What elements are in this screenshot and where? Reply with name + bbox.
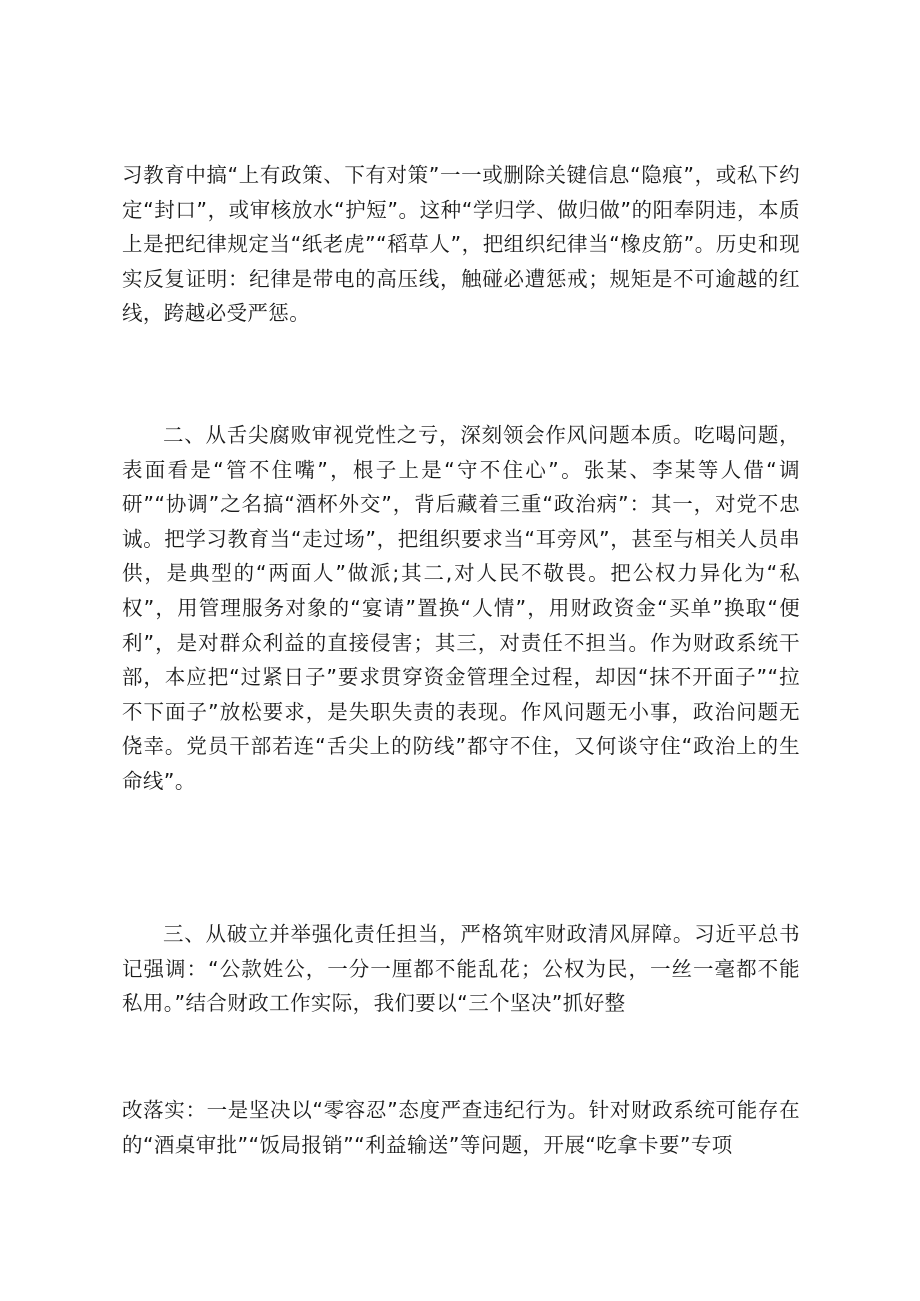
paragraph-section-two: 二、从舌尖腐败审视党性之亏，深刻领会作风问题本质。吃喝问题，表面看是“管不住嘴”，根子上是“守不住心”。张某、李某等人借“调研”“协调”之名搞“酒杯外交”，背后藏着三重“政治病”：其一，对党不忠诚。把学习教育当“走过场”，把组织要求当“耳旁风”，甚至与相关人员串供，是典型的“两面人”做派;其二,对人民不敬畏。把公权力异化为“私权”，用管理服务对象的“宴请”置换“人情”，用财政资金“买单”换取“便利”，是对群众利益的直接侵害；其三，对责任不担当。作为财政系统干部，本应把“过紧日子”要求贯穿资金管理全过程，却因“抹不开面子”“拉不下面子”放松要求，是失职失责的表现。作风问题无小事，政治问题无侥幸。党员干部若连“舌尖上的防线”都守不住，又何谈守住“政治上的生命线”。 <box>122 423 800 793</box>
paragraph-section-three: 三、从破立并举强化责任担当，严格筑牢财政清风屏障。习近平总书记强调：“公款姓公，一分一厘都不能乱花；公权为民，一丝一毫都不能私用。”结合财政工作实际，我们要以“三个坚决”抓好整 <box>122 922 800 1016</box>
paragraph-rectification: 改落实：一是坚决以“零容忍”态度严查违纪行为。针对财政系统可能存在的“酒桌审批”“饭局报销”“利益输送”等问题，开展“吃拿卡要”专项 <box>122 1098 800 1157</box>
paragraph-discipline: 习教育中搞“上有政策、下有对策”一一或删除关键信息“隐痕”，或私下约定“封口”，或审核放水“护短”。这种“学归学、做归做”的阳奉阴违，本质上是把纪律规定当“纸老虎”“稻草人”，把组织纪律当“橡皮筋”。历史和现实反复证明：纪律是带电的高压线，触碰必遭惩戒；规矩是不可逾越的红线，跨越必受严惩。 <box>122 163 800 326</box>
